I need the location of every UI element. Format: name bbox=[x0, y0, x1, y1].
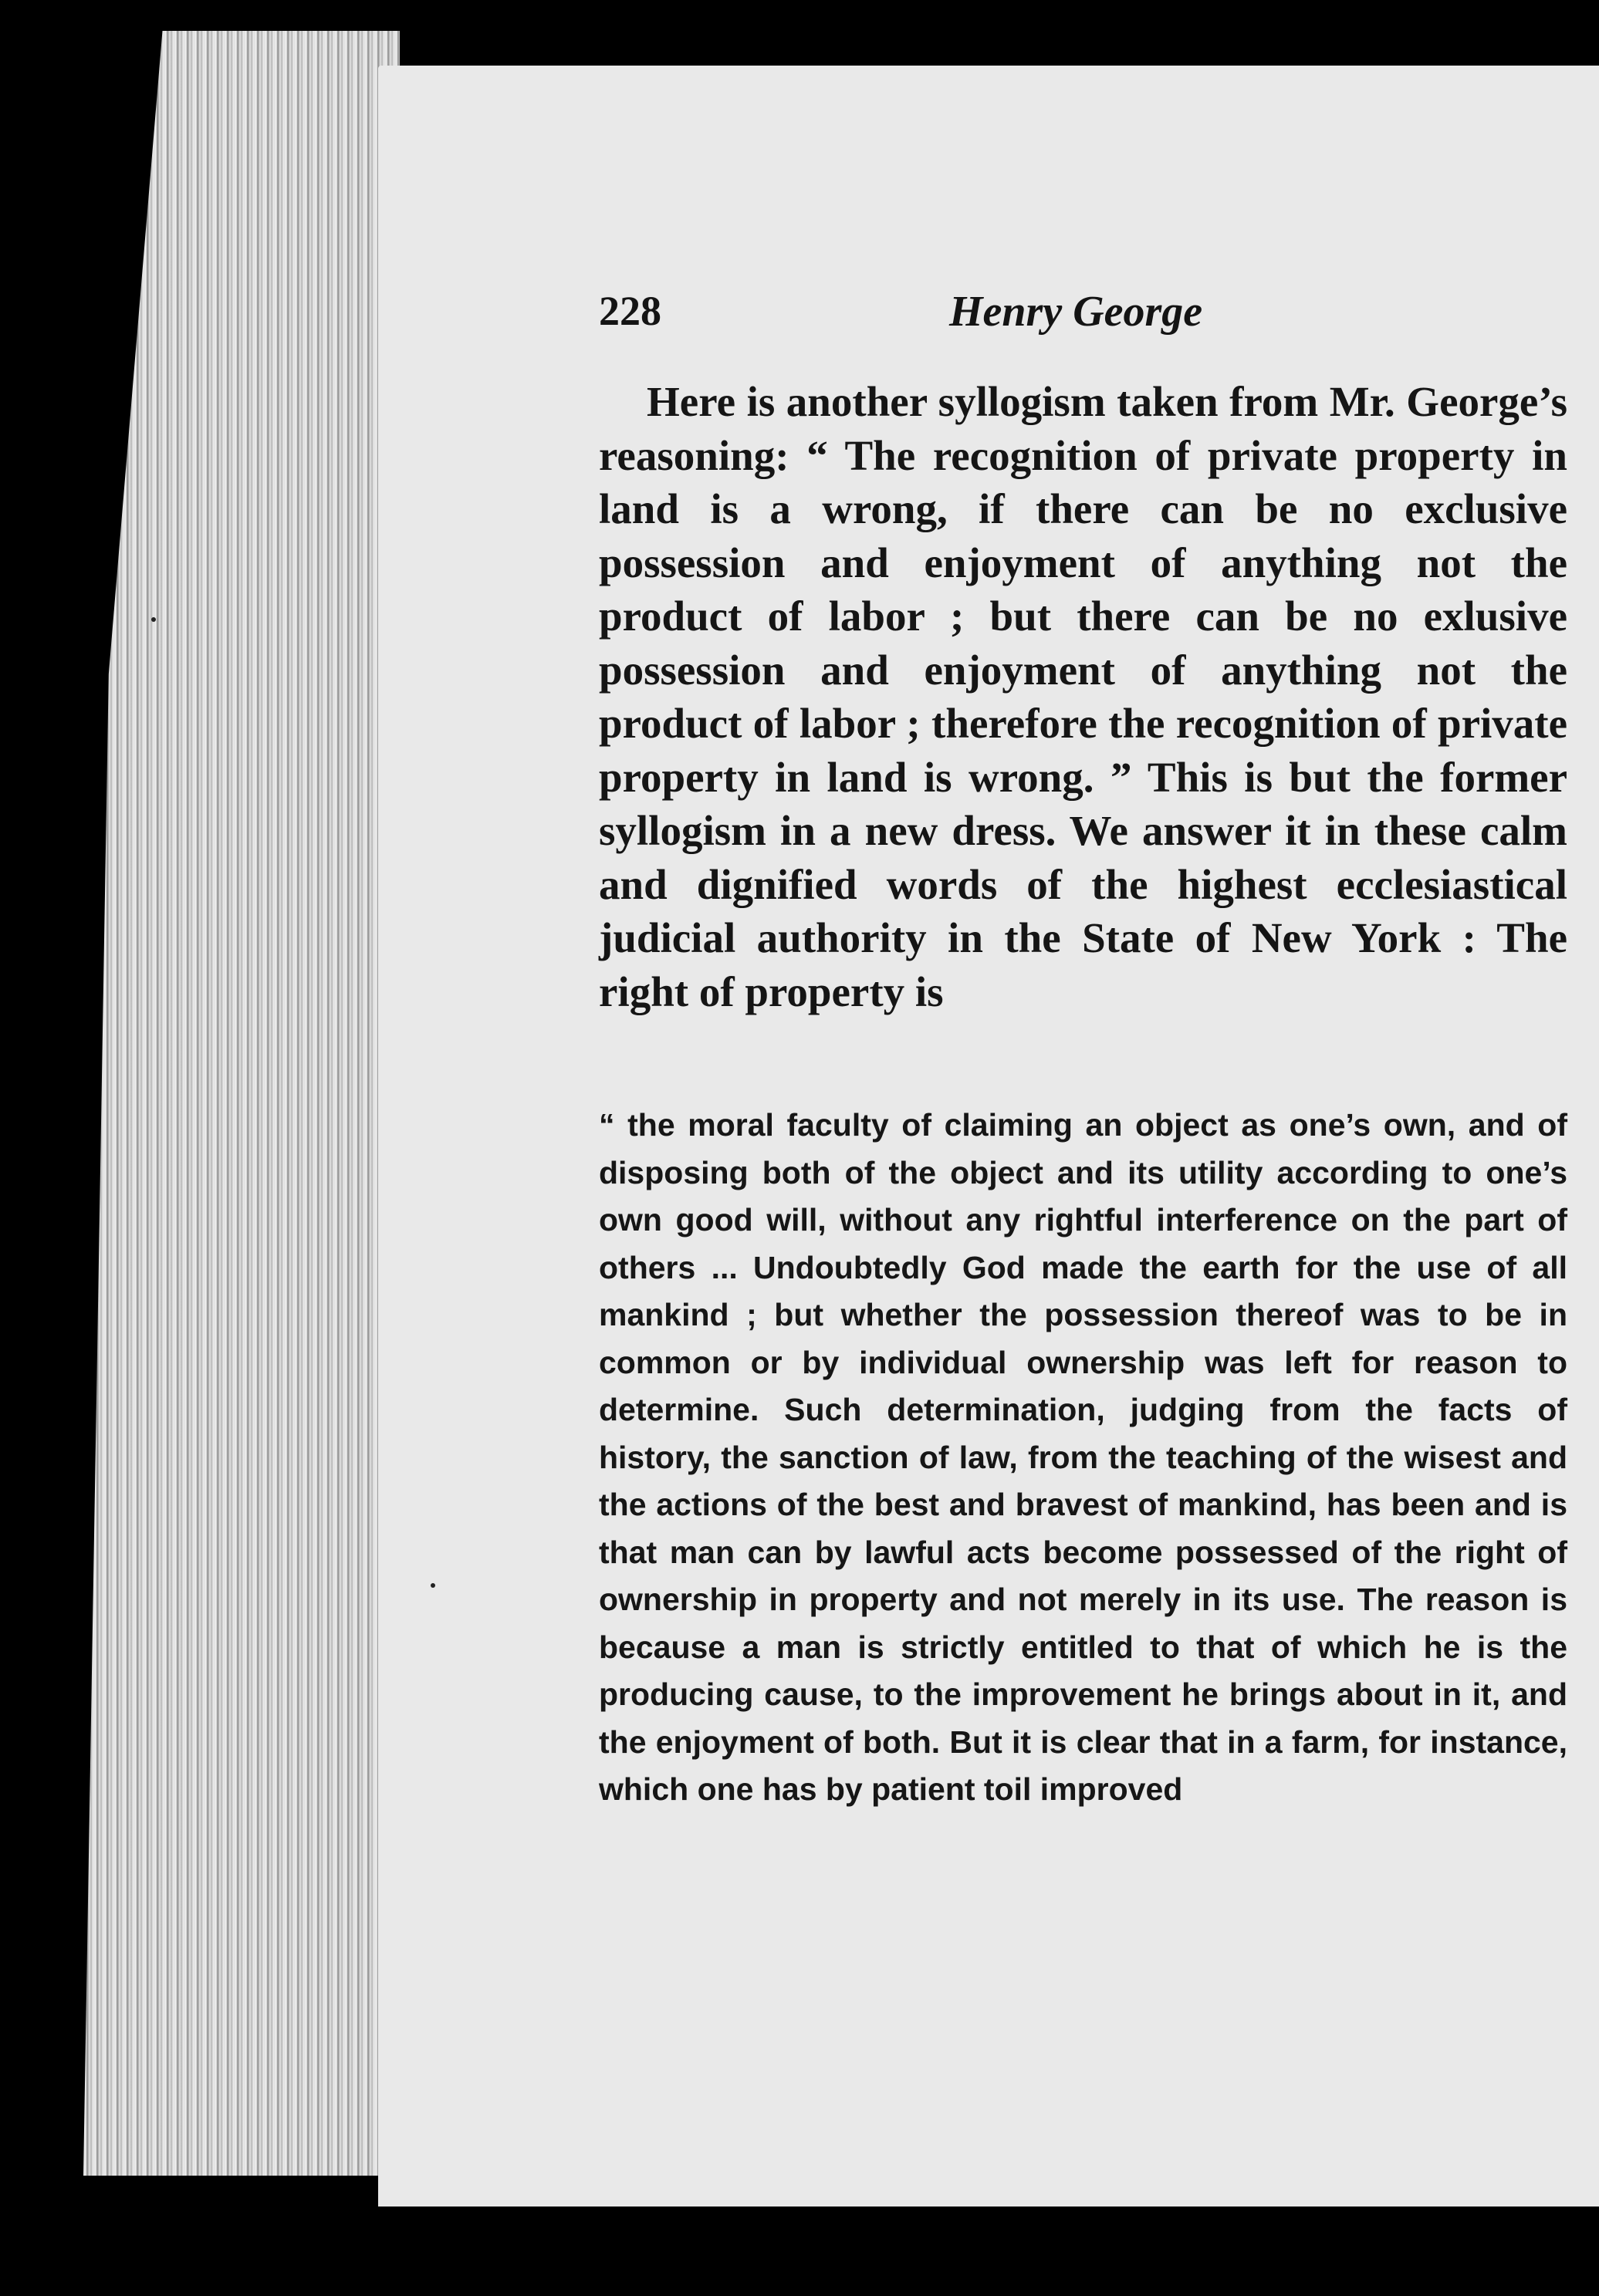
book-page-edges bbox=[83, 31, 400, 2176]
print-speck bbox=[431, 1583, 435, 1588]
body-paragraph: Here is another syllogism taken from Mr. George’s reasoning: “ The recognition of private property in land is a wrong, if there can be no exclusive possession and enjoyment of anything not the product of labor ; but there can be no exlusive possession and enjoyment of anything not the product of labor ; therefore the recognition of private property in land is wrong. ” This is but the former syllogism in a new dress. We answer it in these calm and dignified words of the highest ecclesiastical judicial authority in the State of New York : The right of property is bbox=[599, 378, 1567, 1015]
running-head: Henry George bbox=[949, 288, 1203, 336]
page-number: 228 bbox=[599, 288, 661, 334]
print-speck bbox=[151, 617, 156, 622]
block-quote: “ the moral faculty of claiming an object as one’s own, and of disposing both of the object and its utility according to one’s own good will, without any rightful interference on the part of others ... Undoubtedly God made the earth for the use of all mankind ; but whether the possession thereof was to be in common or by individual ownership was left for reason to determine. Such determination, judging from the facts of history, the sanction of law, from the teaching of the wisest and the actions of the best and bravest of mankind, has been and is that man can by lawful acts become possessed of the right of ownership in property and not merely in its use. The reason is because a man is strictly entitled to that of which he is the producing cause, to the improvement he brings about in it, and the enjoyment of both. But it is clear that in a farm, for instance, which one has by patient toil improved bbox=[599, 1107, 1567, 1807]
page-header bbox=[599, 287, 1599, 349]
